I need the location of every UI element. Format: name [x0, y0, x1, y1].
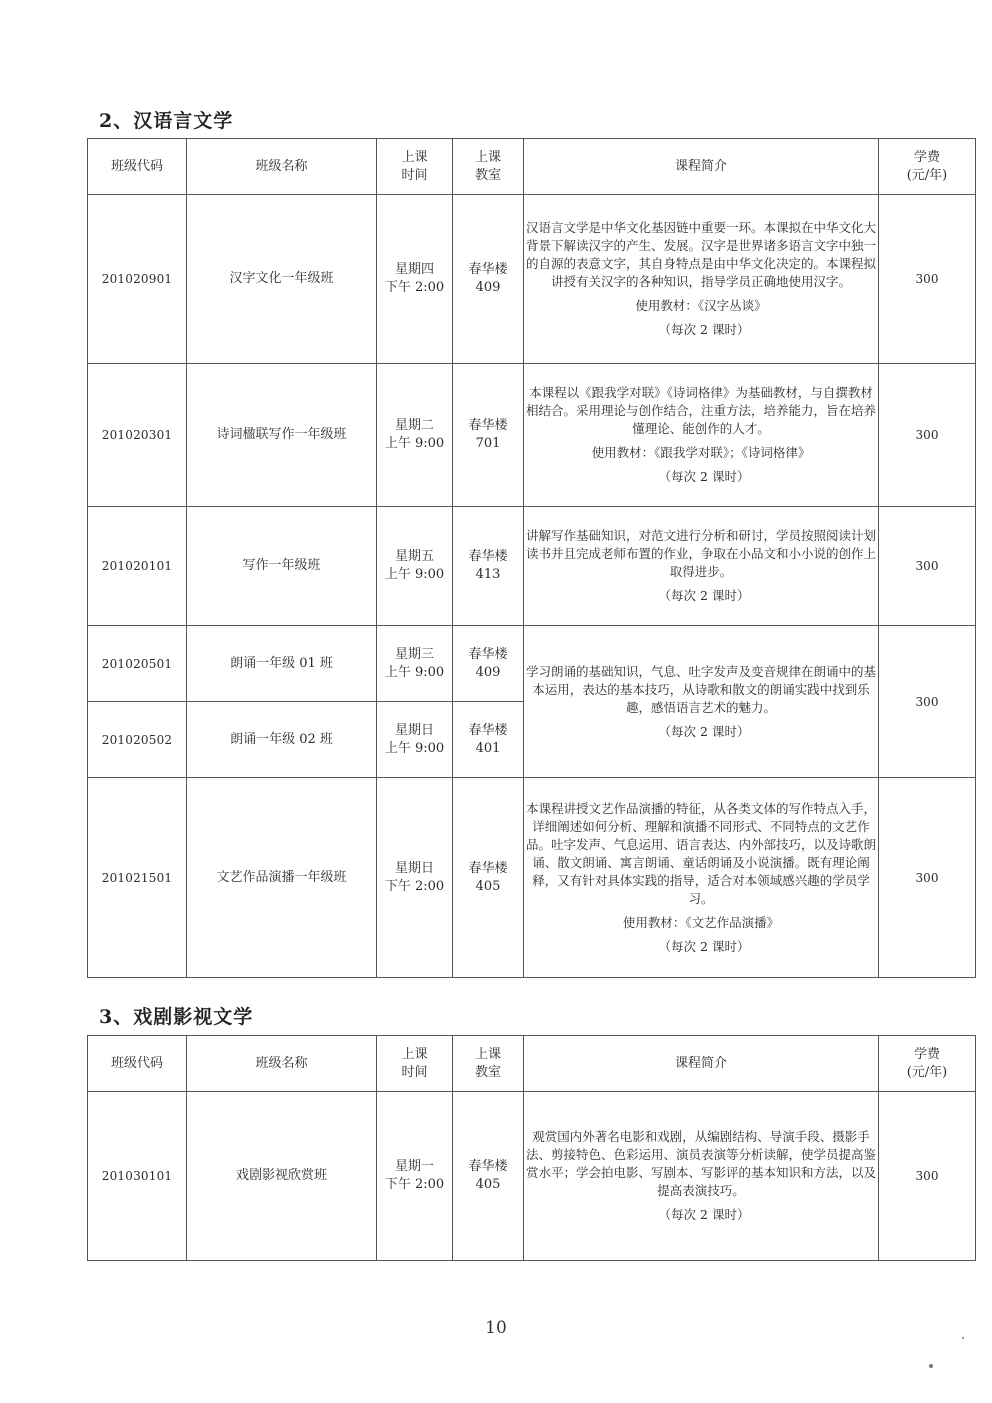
- hours-text: （每次 2 课时）: [658, 723, 750, 739]
- class-code: 201020502: [88, 702, 187, 778]
- table-row: [88, 626, 976, 702]
- class-code: 201020501: [88, 626, 187, 702]
- class-name: 文艺作品演播一年级班: [187, 778, 377, 978]
- header-class-time: 上课 时间: [377, 1036, 453, 1092]
- header-tuition: 学费 (元/年): [879, 1036, 976, 1092]
- intro-text: 本课程讲授文艺作品演播的特征，从各类文体的写作特点入手，详细阐述如何分析、理解和演播不同形式、不同特点的文艺作品。吐字发声、气息运用、语言表达、内外部技巧，以及诗歌朗诵、散文朗诵、寓言朗诵、童话朗诵及小说演播。既有理论阐释，又有针对具体实践的指导，适合对本领域感兴趣的学员学习。: [525, 800, 876, 906]
- course-description: [524, 1092, 879, 1261]
- hours-text: （每次 2 课时）: [658, 588, 750, 603]
- header-class-code: 班级代码: [88, 139, 187, 195]
- textbook-text: 使用教材：《汉字丛谈》: [635, 298, 767, 313]
- class-code: 201020101: [88, 507, 187, 626]
- course-description: [524, 507, 879, 626]
- tuition-fee: 300: [879, 626, 976, 778]
- table-row: [88, 778, 976, 978]
- header-course-intro: 课程简介: [524, 139, 879, 195]
- course-table-chinese-literature: [87, 138, 976, 978]
- table-row: [88, 507, 976, 626]
- intro-text: 汉语言文学是中华文化基因链中重要一环。本课拟在中华文化大背景下解读汉字的产生、发展。汉字是世界诸多语言文字中独一的自源的表意文字，其自身特点是由中华文化决定的。本课程拟讲授有关汉字的各种知识，指导学员正确地使用汉字。: [525, 220, 876, 289]
- class-time: 星期一 下午 2:00: [377, 1092, 453, 1261]
- class-name: 诗词楹联写作一年级班: [187, 364, 377, 507]
- section-title: 2、汉语言文学: [99, 110, 234, 132]
- classroom: 春华楼 413: [453, 507, 524, 626]
- classroom: 春华楼 405: [453, 778, 524, 978]
- class-code: 201020301: [88, 364, 187, 507]
- header-classroom: 上课 教室: [453, 139, 524, 195]
- classroom: 春华楼 409: [453, 626, 524, 702]
- class-code: 201021501: [88, 778, 187, 978]
- class-time: 星期日 下午 2:00: [377, 778, 453, 978]
- tuition-fee: 300: [879, 507, 976, 626]
- hours-text: （每次 2 课时）: [658, 469, 750, 484]
- classroom: 春华楼 405: [453, 1092, 524, 1261]
- classroom: 春华楼 701: [453, 364, 524, 507]
- header-class-name: 班级名称: [187, 139, 377, 195]
- class-time: 星期三 上午 9:00: [377, 626, 453, 702]
- table-row: [88, 1092, 976, 1261]
- tuition-fee: 300: [879, 364, 976, 507]
- class-name: 朗诵一年级 01 班: [187, 626, 377, 702]
- section-title: 3、戏剧影视文学: [99, 1006, 254, 1028]
- hours-text: （每次 2 课时）: [658, 1207, 750, 1222]
- course-description: [524, 626, 879, 778]
- class-name: 朗诵一年级 02 班: [187, 702, 377, 778]
- table-row: [88, 195, 976, 364]
- scan-speck: [962, 1337, 964, 1339]
- header-class-time: 上课 时间: [377, 139, 453, 195]
- course-description: [524, 364, 879, 507]
- table-header-row: [88, 1036, 976, 1092]
- header-classroom: 上课 教室: [453, 1036, 524, 1092]
- class-time: 星期二 上午 9:00: [377, 364, 453, 507]
- hours-text: （每次 2 课时）: [658, 938, 750, 954]
- tuition-fee: 300: [879, 195, 976, 364]
- intro-text: 学习朗诵的基础知识，气息、吐字发声及变音规律在朗诵中的基本运用，表达的基本技巧，从诗歌和散文的朗诵实践中找到乐趣，感悟语言艺术的魅力。: [525, 663, 876, 715]
- page-number: 10: [485, 1318, 507, 1338]
- header-class-name: 班级名称: [187, 1036, 377, 1092]
- header-tuition: 学费 (元/年): [879, 139, 976, 195]
- class-name: 戏剧影视欣赏班: [187, 1092, 377, 1261]
- hours-text: （每次 2 课时）: [658, 322, 750, 337]
- classroom: 春华楼 409: [453, 195, 524, 364]
- tuition-fee: 300: [879, 1092, 976, 1261]
- class-time: 星期五 上午 9:00: [377, 507, 453, 626]
- class-code: 201030101: [88, 1092, 187, 1261]
- class-time: 星期四 下午 2:00: [377, 195, 453, 364]
- class-time: 星期日 上午 9:00: [377, 702, 453, 778]
- scan-speck: [929, 1364, 933, 1368]
- table-header-row: [88, 139, 976, 195]
- class-name: 写作一年级班: [187, 507, 377, 626]
- course-table-drama-film-literature: [87, 1035, 976, 1261]
- course-description: [524, 195, 879, 364]
- textbook-text: 使用教材：《跟我学对联》；《诗词格律》: [591, 445, 811, 460]
- intro-text: 讲解写作基础知识，对范文进行分析和研讨，学员按照阅读计划读书并且完成老师布置的作业，争取在小品文和小小说的创作上取得进步。: [525, 528, 876, 579]
- table-row: [88, 364, 976, 507]
- class-name: 汉字文化一年级班: [187, 195, 377, 364]
- course-description: [524, 778, 879, 978]
- header-class-code: 班级代码: [88, 1036, 187, 1092]
- tuition-fee: 300: [879, 778, 976, 978]
- header-course-intro: 课程简介: [524, 1036, 879, 1092]
- class-code: 201020901: [88, 195, 187, 364]
- textbook-text: 使用教材：《文艺作品演播》: [622, 914, 780, 930]
- classroom: 春华楼 401: [453, 702, 524, 778]
- intro-text: 本课程以《跟我学对联》《诗词格律》为基础教材，与自撰教材相结合。采用理论与创作结合，注重方法，培养能力，旨在培养懂理论、能创作的人才。: [525, 385, 876, 436]
- intro-text: 观赏国内外著名电影和戏剧，从编剧结构、导演手段、摄影手法、剪接特色、色彩运用、演员表演等分析读解，使学员提高鉴赏水平；学会拍电影、写剧本、写影评的基本知识和方法，以及提高表演技巧。: [525, 1129, 876, 1198]
